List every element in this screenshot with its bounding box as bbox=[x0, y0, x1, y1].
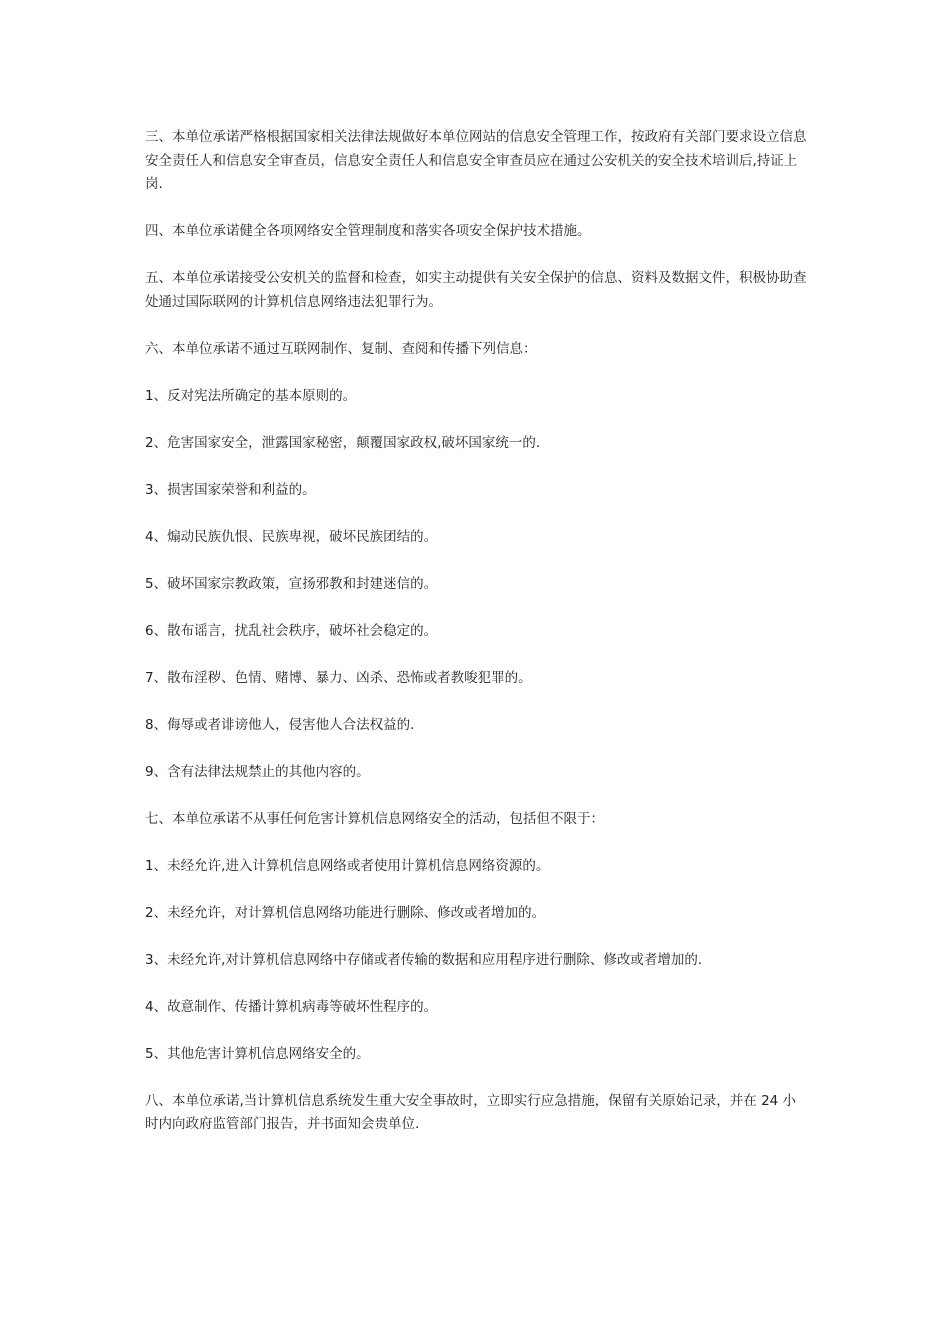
paragraph-8: 八、本单位承诺,当计算机信息系统发生重大安全事故时，立即实行应急措施，保留有关原始记录，并在 24 小时内向政府监管部门报告，并书面知会贵单位. bbox=[145, 1092, 797, 1132]
list-item: 5、其他危害计算机信息网络安全的。 bbox=[145, 1045, 370, 1062]
list-item: 5、破坏国家宗教政策，宣扬邪教和封建迷信的。 bbox=[145, 575, 438, 592]
list-item: 4、煽动民族仇恨、民族卑视，破坏民族团结的。 bbox=[145, 528, 438, 545]
paragraph-6: 六、本单位承诺不通过互联网制作、复制、查阅和传播下列信息： bbox=[145, 340, 537, 357]
paragraph-3: 三、本单位承诺严格根据国家相关法律法规做好本单位网站的信息安全管理工作，按政府有关部门要求设立信息安全责任人和信息安全审查员，信息安全责任人和信息安全审查员应在通过公安机关的安全技术培训后,持证上岗. bbox=[145, 129, 807, 192]
list-item: 3、损害国家荣誉和利益的。 bbox=[145, 481, 316, 498]
list-item: 2、未经允许，对计算机信息网络功能进行删除、修改或者增加的。 bbox=[145, 904, 546, 921]
list-item: 3、未经允许,对计算机信息网络中存储或者传输的数据和应用程序进行删除、修改或者增加的. bbox=[145, 951, 703, 968]
paragraph-7: 七、本单位承诺不从事任何危害计算机信息网络安全的活动，包括但不限于： bbox=[145, 810, 604, 827]
list-item: 8、侮辱或者诽谤他人，侵害他人合法权益的. bbox=[145, 716, 415, 733]
list-item: 6、散布谣言，扰乱社会秩序，破坏社会稳定的。 bbox=[145, 622, 438, 639]
paragraph-5: 五、本单位承诺接受公安机关的监督和检查，如实主动提供有关安全保护的信息、资料及数据文件，积极协助查处通过国际联网的计算机信息网络违法犯罪行为。 bbox=[145, 270, 807, 310]
list-item: 2、危害国家安全，泄露国家秘密，颠覆国家政权,破坏国家统一的. bbox=[145, 434, 541, 451]
document-body bbox=[145, 126, 807, 1137]
list-item: 7、散布淫秽、色情、赌博、暴力、凶杀、恐怖或者教唆犯罪的。 bbox=[145, 669, 532, 686]
paragraph-4: 四、本单位承诺健全各项网络安全管理制度和落实各项安全保护技术措施。 bbox=[145, 223, 591, 239]
list-item: 1、反对宪法所确定的基本原则的。 bbox=[145, 387, 357, 404]
list-item: 1、未经允许,进入计算机信息网络或者使用计算机信息网络资源的。 bbox=[145, 857, 550, 874]
list-item: 4、故意制作、传播计算机病毒等破坏性程序的。 bbox=[145, 998, 438, 1015]
list-item: 9、含有法律法规禁止的其他内容的。 bbox=[145, 763, 370, 780]
